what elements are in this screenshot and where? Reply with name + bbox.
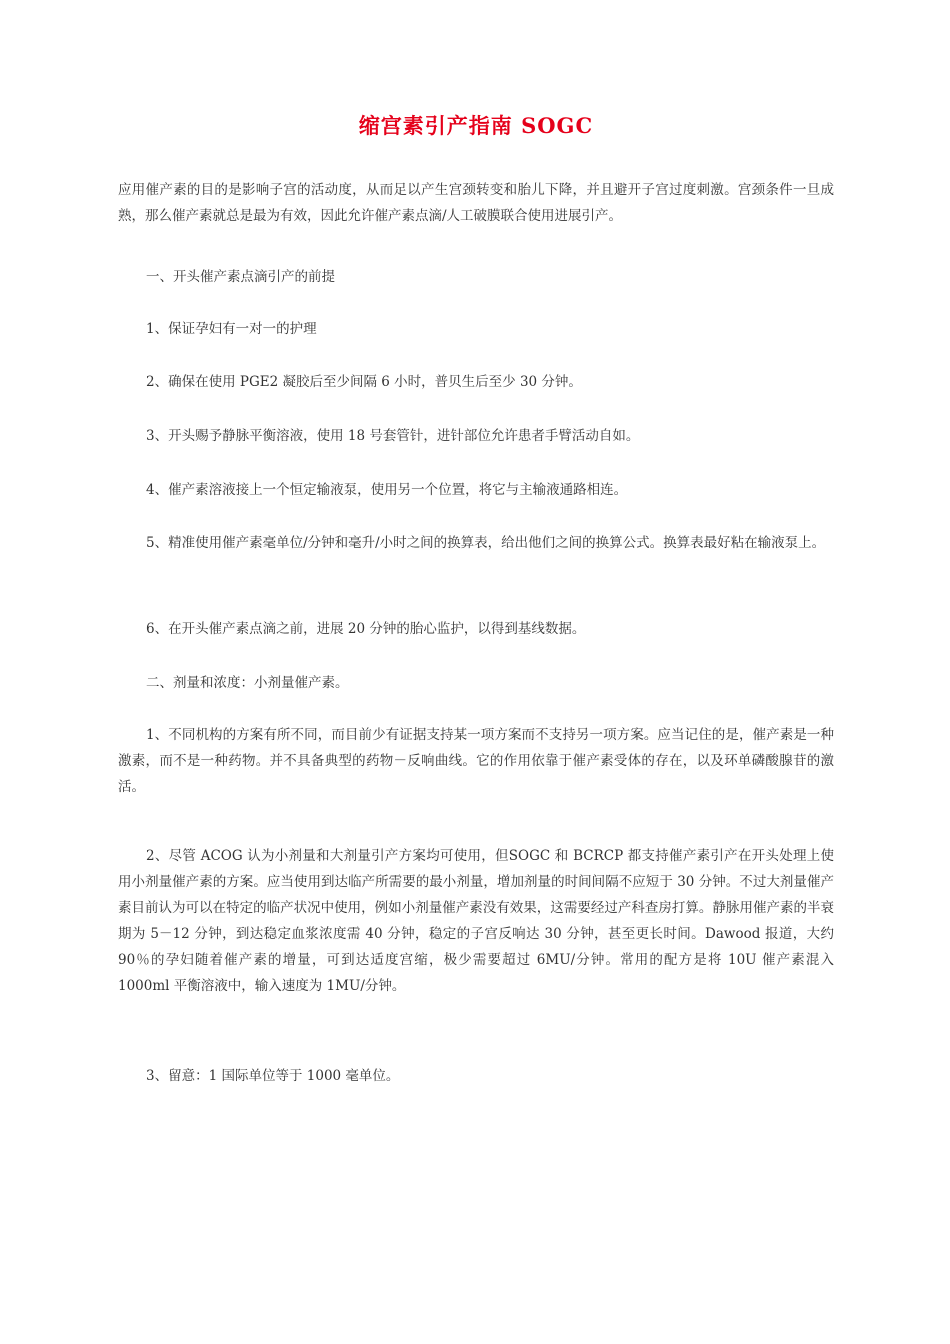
list-item-1-1: 1、保证孕妇有一对一的护理	[146, 321, 317, 337]
list-item-2-1: 1、不同机构的方案有所不同，而目前少有证据支持某一项方案而不支持另一项方案。应当记住的是，催产素是一种激素，而不是一种药物。并不具备典型的药物－反响曲线。它的作用依靠于催产素受体的存在，以及环单磷酸腺苷的激活。	[118, 727, 834, 795]
list-item-1-3: 3、开头赐予静脉平衡溶液，使用 18 号套管针，进针部位允许患者手臂活动自如。	[146, 428, 640, 444]
list-item-1-6: 6、在开头催产素点滴之前，进展 20 分钟的胎心监护，以得到基线数据。	[146, 621, 586, 637]
list-item-2-2: 2、尽管 ACOG 认为小剂量和大剂量引产方案均可使用，但SOGC 和 BCRCP 都支持催产素引产在开头处理上使用小剂量催产素的方案。应当使用到达临产所需要的最小剂量，增加剂量的时间间隔不应短于 30 分钟。不过大剂量催产素目前认为可以在特定的临产状况中使用，例如小剂量催产素没有效果，这需要经过产科查房打算。静脉用催产素的半衰期为 5－12 分钟，到达稳定血浆浓度需 40 分钟，稳定的子宫反响达 30 分钟，甚至更长时间。Dawood 报道，大约 90％的孕妇随着催产素的增量，可到达适度宫缩，极少需要超过 6MU/分钟。常用的配方是将 10U 催产素混入 1000ml 平衡溶液中，输入速度为 1MU/分钟。	[118, 848, 834, 994]
list-item-1-2: 2、确保在使用 PGE2 凝胶后至少间隔 6 小时，普贝生后至少 30 分钟。	[146, 374, 582, 390]
list-item-2-3: 3、留意：1 国际单位等于 1000 毫单位。	[146, 1068, 400, 1084]
section-heading-2: 二、剂量和浓度：小剂量催产素。	[146, 675, 349, 691]
list-item-1-4: 4、催产素溶液接上一个恒定输液泵，使用另一个位置，将它与主输液通路相连。	[146, 482, 628, 498]
document-title: 缩宫素引产指南 SOGC	[358, 113, 594, 138]
intro-paragraph: 应用催产素的目的是影响子宫的活动度，从而足以产生宫颈转变和胎儿下降，并且避开子宫过度刺激。宫颈条件一旦成熟，那么催产素就总是最为有效，因此允许催产素点滴/人工破膜联合使用进展引产。	[118, 182, 834, 224]
list-item-1-5: 5、精准使用催产素毫单位/分钟和毫升/小时之间的换算表，给出他们之间的换算公式。换算表最好粘在输液泵上。	[146, 535, 826, 551]
section-heading-1: 一、开头催产素点滴引产的前提	[146, 269, 335, 285]
